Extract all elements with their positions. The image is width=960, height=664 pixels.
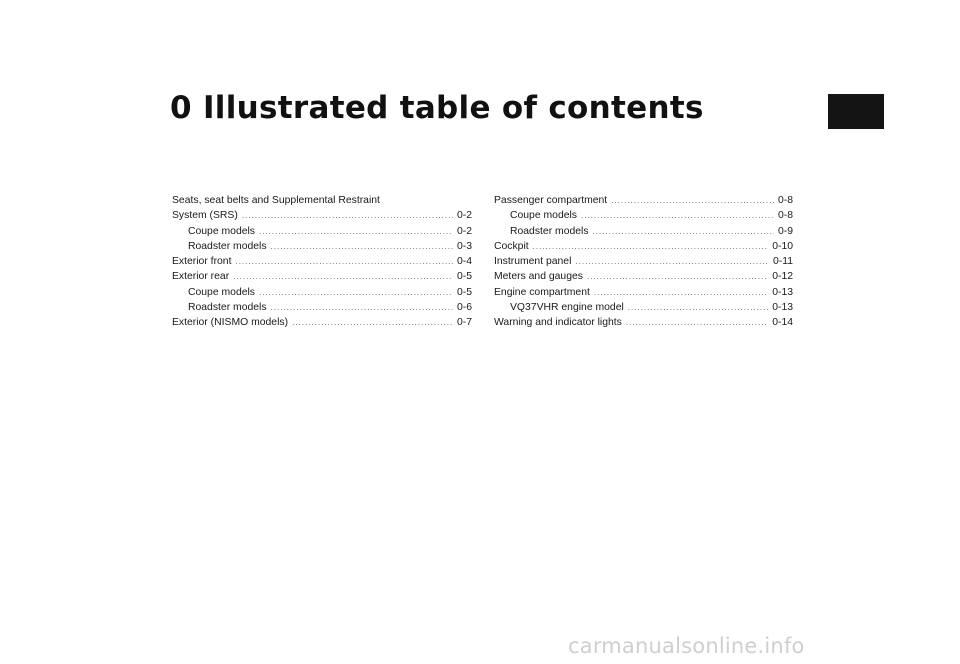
dot-leader [594, 285, 768, 300]
dot-leader [628, 300, 768, 315]
toc-entry-title: Roadster models [188, 302, 267, 314]
toc-entry-title: Exterior rear [172, 271, 230, 283]
toc-entry-title: Instrument panel [494, 256, 572, 268]
dot-leader [271, 300, 453, 315]
toc-entry[interactable] [494, 315, 793, 330]
toc-entry-title: System (SRS) [172, 210, 238, 222]
toc-entry-page: 0-5 [456, 286, 472, 298]
toc-entry-page: 0-9 [777, 225, 793, 237]
toc-entry-title: Meters and gauges [494, 271, 583, 283]
dot-leader [259, 285, 453, 300]
toc-entry-page: 0-7 [456, 317, 472, 329]
toc-entry-page: 0-11 [772, 256, 793, 268]
toc-entry[interactable] [172, 254, 472, 269]
dot-leader [271, 239, 453, 254]
toc-entry[interactable] [172, 224, 472, 239]
dot-leader [587, 269, 768, 284]
toc-entry[interactable] [172, 300, 472, 315]
toc-column-left [172, 193, 472, 331]
toc-entry-title: VQ37VHR engine model [510, 302, 624, 314]
toc-entry[interactable] [494, 300, 793, 315]
dot-leader [581, 208, 774, 223]
toc-entry[interactable] [494, 193, 793, 208]
toc-entry[interactable] [172, 315, 472, 330]
toc-entry-page: 0-12 [772, 271, 793, 283]
toc-entry-title: Roadster models [188, 240, 267, 252]
dot-leader [611, 193, 774, 208]
toc-entry[interactable] [172, 239, 472, 254]
dot-leader [235, 254, 452, 269]
toc-entry-title: Exterior (NISMO models) [172, 317, 289, 329]
toc-entry[interactable] [172, 269, 472, 284]
toc-entry[interactable] [494, 285, 793, 300]
chapter-title: 0 Illustrated table of contents [170, 90, 704, 126]
dot-leader [233, 269, 453, 284]
toc-entry[interactable] [494, 239, 793, 254]
toc-entry-title: Exterior front [172, 256, 232, 268]
toc-entry[interactable] [494, 224, 793, 239]
watermark: carmanualsonline.info [568, 634, 805, 658]
toc-entry-page: 0-3 [456, 240, 472, 252]
toc-entry-title: Cockpit [494, 240, 529, 252]
toc-entry-title: Roadster models [510, 225, 589, 237]
toc-entry-page: 0-6 [456, 302, 472, 314]
dot-leader [626, 315, 768, 330]
toc-entry-page: 0-2 [456, 210, 472, 222]
toc-entry-page: 0-8 [777, 195, 793, 206]
toc-entry-title: Coupe models [188, 286, 256, 298]
dot-leader [593, 224, 774, 239]
toc-entry-title: Coupe models [510, 210, 578, 222]
toc-entry-title-line: Seats, seat belts and Supplemental Restraint [172, 195, 380, 206]
toc-entry-title: Passenger compartment [494, 195, 608, 206]
toc-entry[interactable] [494, 208, 793, 223]
toc-entry-page: 0-14 [772, 317, 793, 329]
toc-entry-title: Engine compartment [494, 286, 590, 298]
toc-entry-page: 0-2 [456, 225, 472, 237]
toc-entry[interactable] [172, 193, 472, 224]
toc-entry-page: 0-10 [772, 240, 793, 252]
dot-leader [242, 208, 453, 223]
dot-leader [292, 315, 453, 330]
toc-column-right [494, 193, 793, 331]
toc-entry-title: Warning and indicator lights [494, 317, 622, 329]
chapter-tab-marker [828, 94, 884, 129]
dot-leader [533, 239, 769, 254]
toc-entry[interactable] [494, 254, 793, 269]
dot-leader [575, 254, 769, 269]
dot-leader [259, 224, 453, 239]
toc-entry-page: 0-8 [777, 210, 793, 222]
toc-entry[interactable] [172, 285, 472, 300]
toc-entry-page: 0-4 [456, 256, 472, 268]
toc-entry-page: 0-13 [772, 286, 793, 298]
toc-entry-title: Coupe models [188, 225, 256, 237]
toc-entry-page: 0-13 [772, 302, 793, 314]
toc-entry-page: 0-5 [456, 271, 472, 283]
toc-entry[interactable] [494, 269, 793, 284]
